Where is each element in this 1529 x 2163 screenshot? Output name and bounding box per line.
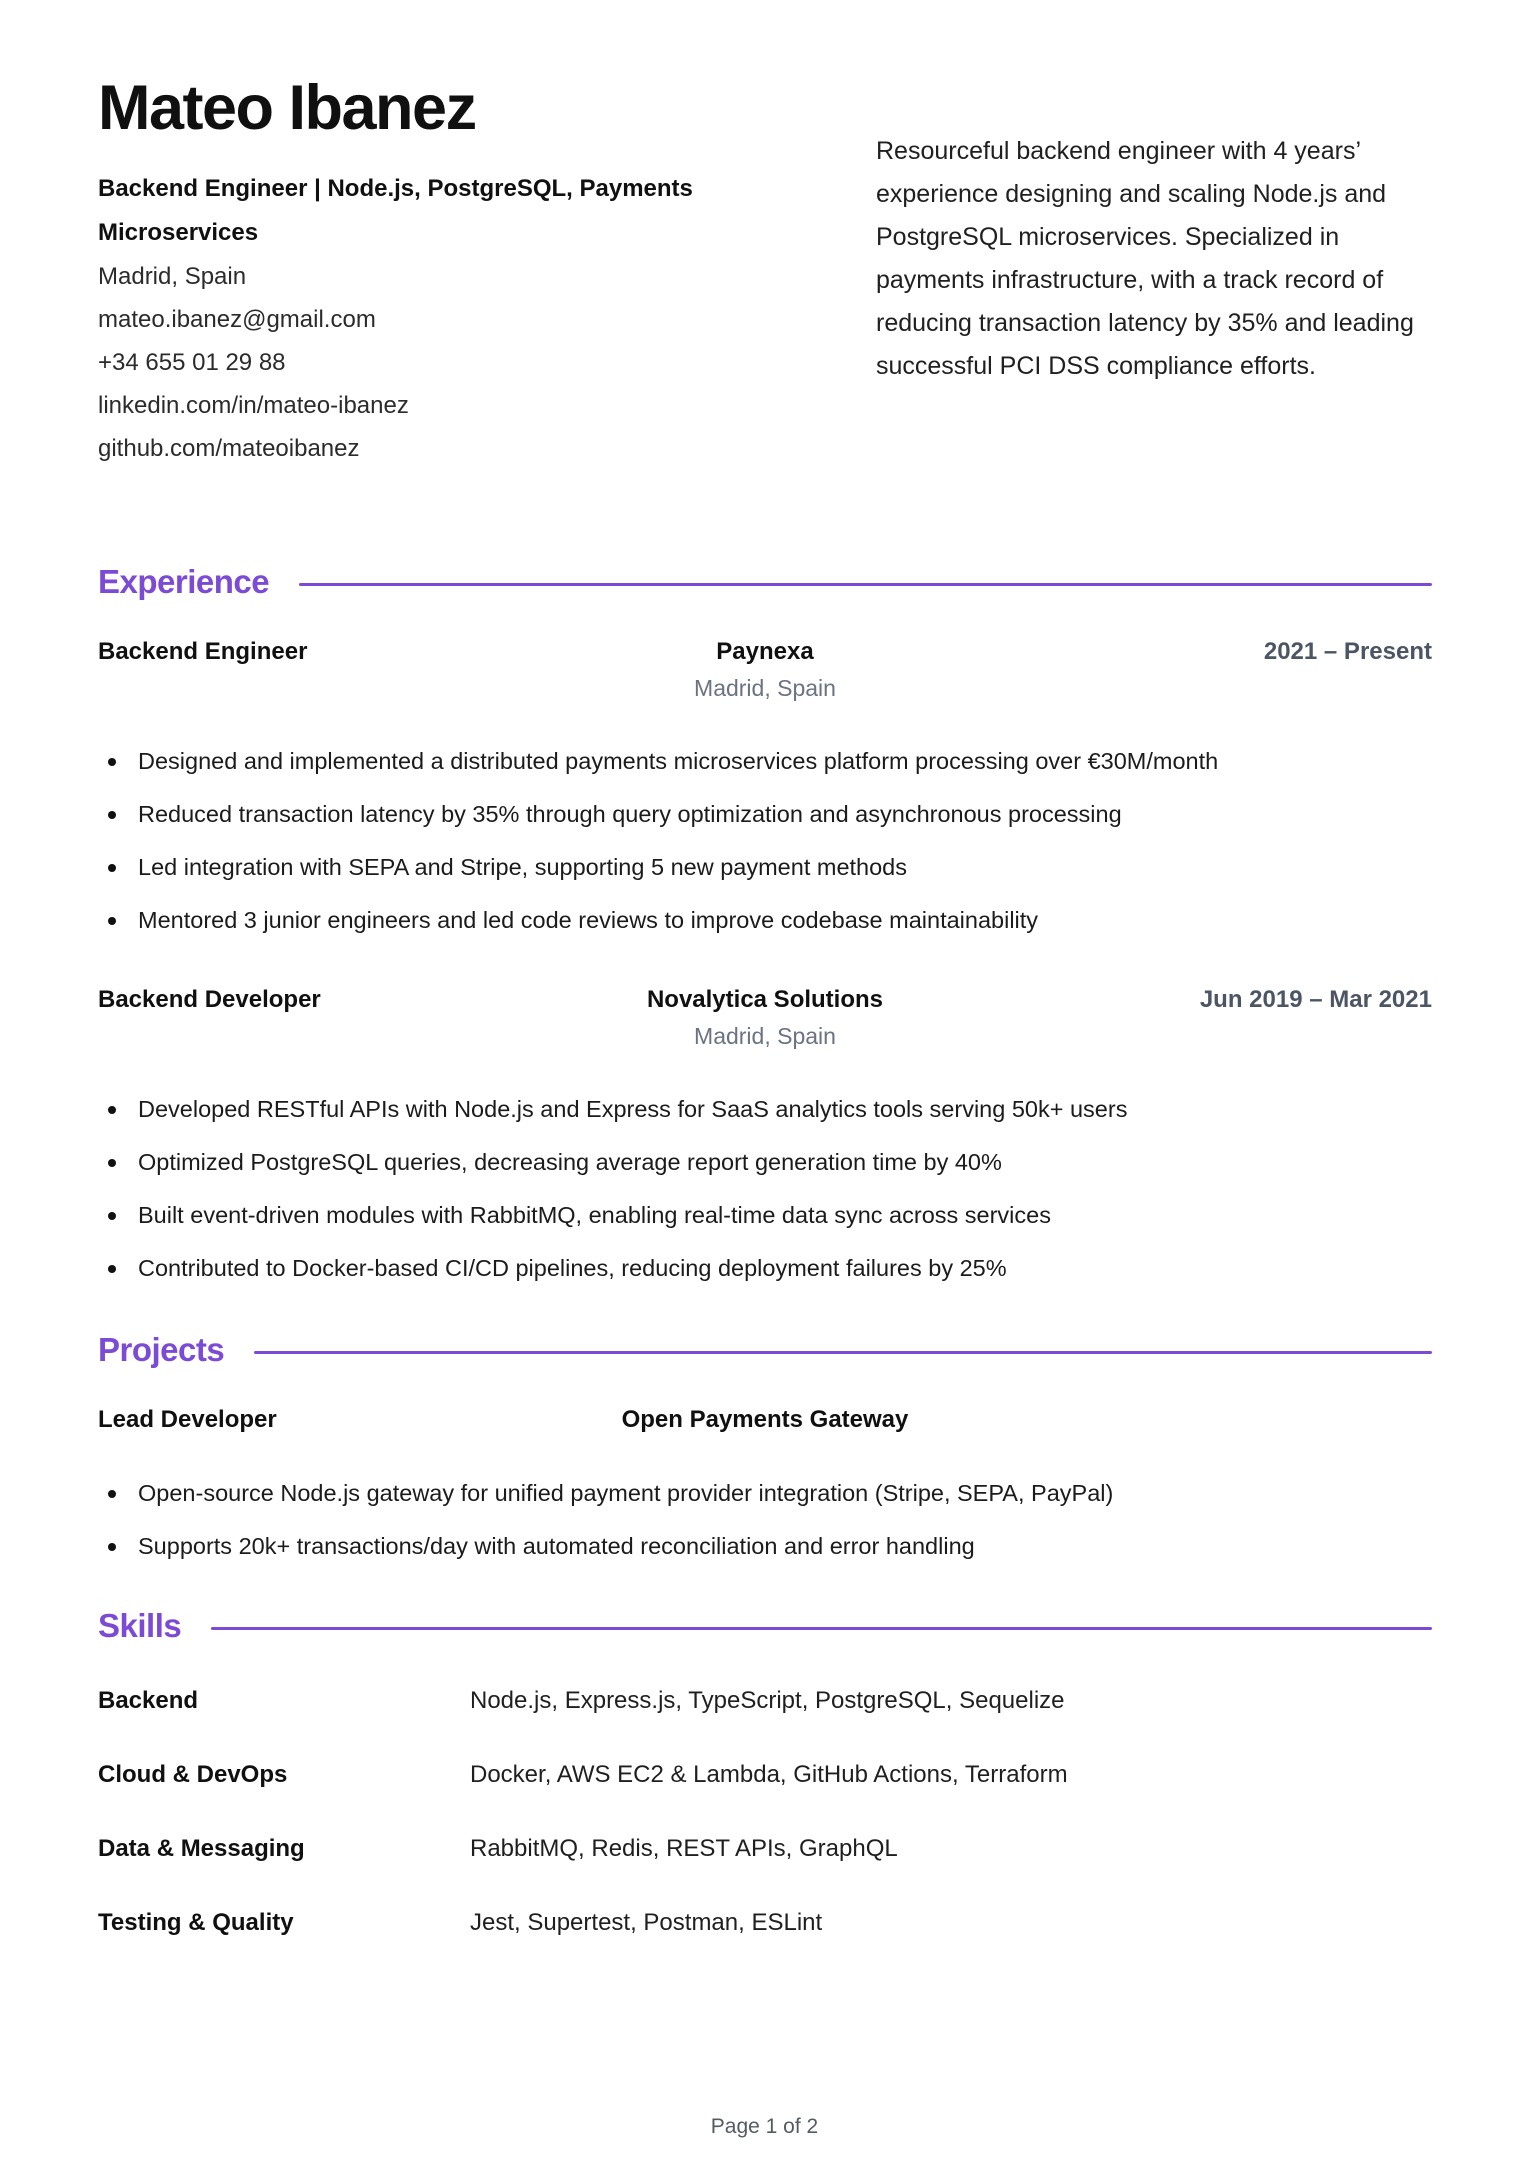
job-bullet: Led integration with SEPA and Stripe, supporting 5 new payment methods: [98, 852, 1432, 883]
job-bullet: Developed RESTful APIs with Node.js and Express for SaaS analytics tools serving 50k+ users: [98, 1094, 1432, 1125]
contact-github: github.com/mateoibanez: [98, 435, 360, 463]
job-role: Backend Developer: [98, 986, 321, 1014]
professional-summary: Resourceful backend engineer with 4 years’ experience designing and scaling Node.js and PostgreSQL microservices. Specialized in payments infrastructure, with a track record of reducing transaction latency by 35% and leading successful PCI DSS compliance efforts.: [876, 137, 1414, 380]
page-number: Page 1 of 2: [710, 2115, 819, 2138]
project-entry-header: [98, 1406, 1432, 1434]
job-entry-header: [98, 638, 1432, 666]
person-name: Mateo Ibanez: [98, 73, 476, 143]
projects-rule: [254, 1351, 1432, 1354]
job-dates: 2021 – Present: [1263, 638, 1432, 666]
projects-heading: Projects: [98, 1331, 225, 1369]
experience-heading: Experience: [98, 563, 270, 601]
contact-block: [98, 255, 758, 470]
job-bullet-list: [98, 746, 1432, 936]
contact-location: Madrid, Spain: [98, 263, 247, 291]
header-left-column: [98, 74, 758, 470]
skills-rule: [211, 1627, 1432, 1630]
skills-heading-row: [98, 1606, 1432, 1646]
experience-section: [98, 562, 1432, 1284]
skill-label: Backend: [98, 1687, 199, 1715]
skill-value: RabbitMQ, Redis, REST APIs, GraphQL: [470, 1835, 898, 1863]
project-entry-open-payments-gateway: [98, 1406, 1432, 1562]
skill-row-backend: [98, 1686, 1432, 1716]
skill-value: Jest, Supertest, Postman, ESLint: [470, 1909, 823, 1937]
job-entry-paynexa: [98, 638, 1432, 936]
job-role: Backend Engineer: [98, 638, 308, 666]
job-bullet: Mentored 3 junior engineers and led code reviews to improve codebase maintainability: [98, 905, 1432, 936]
contact-email: mateo.ibanez@gmail.com: [98, 306, 376, 334]
project-bullet: Open-source Node.js gateway for unified payment provider integration (Stripe, SEPA, PayPal): [98, 1478, 1432, 1509]
job-dates: Jun 2019 – Mar 2021: [1199, 986, 1432, 1014]
experience-heading-row: [98, 562, 1432, 602]
skill-label: Cloud & DevOps: [98, 1761, 288, 1789]
skill-label: Testing & Quality: [98, 1909, 294, 1937]
job-bullet: Reduced transaction latency by 35% through query optimization and asynchronous processing: [98, 799, 1432, 830]
project-bullet: Supports 20k+ transactions/day with automated reconciliation and error handling: [98, 1531, 1432, 1562]
project-name: Open Payments Gateway: [621, 1406, 909, 1434]
skill-value: Docker, AWS EC2 & Lambda, GitHub Actions, Terraform: [470, 1761, 1068, 1789]
projects-heading-row: [98, 1330, 1432, 1370]
skill-value: Node.js, Express.js, TypeScript, PostgreSQL, Sequelize: [470, 1687, 1065, 1715]
job-company: Novalytica Solutions: [646, 986, 884, 1014]
job-bullet-list: [98, 1094, 1432, 1284]
skills-heading: Skills: [98, 1607, 182, 1645]
skill-row-data-messaging: [98, 1834, 1432, 1864]
job-bullet: Built event-driven modules with RabbitMQ, enabling real-time data sync across services: [98, 1200, 1432, 1231]
job-location: Madrid, Spain: [694, 1023, 836, 1050]
job-bullet: Contributed to Docker-based CI/CD pipelines, reducing deployment failures by 25%: [98, 1253, 1432, 1284]
headline: Backend Engineer | Node.js, PostgreSQL, Payments Microservices: [98, 175, 693, 247]
job-bullet: Optimized PostgreSQL queries, decreasing average report generation time by 40%: [98, 1147, 1432, 1178]
skills-grid: [98, 1686, 1432, 1938]
job-entry-header: [98, 986, 1432, 1014]
skill-row-cloud-devops: [98, 1760, 1432, 1790]
skill-row-testing-quality: [98, 1908, 1432, 1938]
skills-section: [98, 1606, 1432, 1938]
project-bullet-list: [98, 1478, 1432, 1562]
job-company: Paynexa: [716, 638, 814, 666]
header-right-column: [876, 74, 1432, 388]
project-role: Lead Developer: [98, 1406, 277, 1434]
contact-phone: +34 655 01 29 88: [98, 349, 286, 377]
resume-header: [98, 74, 1432, 470]
projects-section: [98, 1330, 1432, 1562]
job-location: Madrid, Spain: [694, 675, 836, 702]
contact-linkedin: linkedin.com/in/mateo-ibanez: [98, 392, 409, 420]
job-bullet: Designed and implemented a distributed payments microservices platform processing over €30M/month: [98, 746, 1432, 777]
skill-label: Data & Messaging: [98, 1835, 305, 1863]
job-entry-novalytica: [98, 986, 1432, 1284]
experience-rule: [299, 583, 1432, 586]
